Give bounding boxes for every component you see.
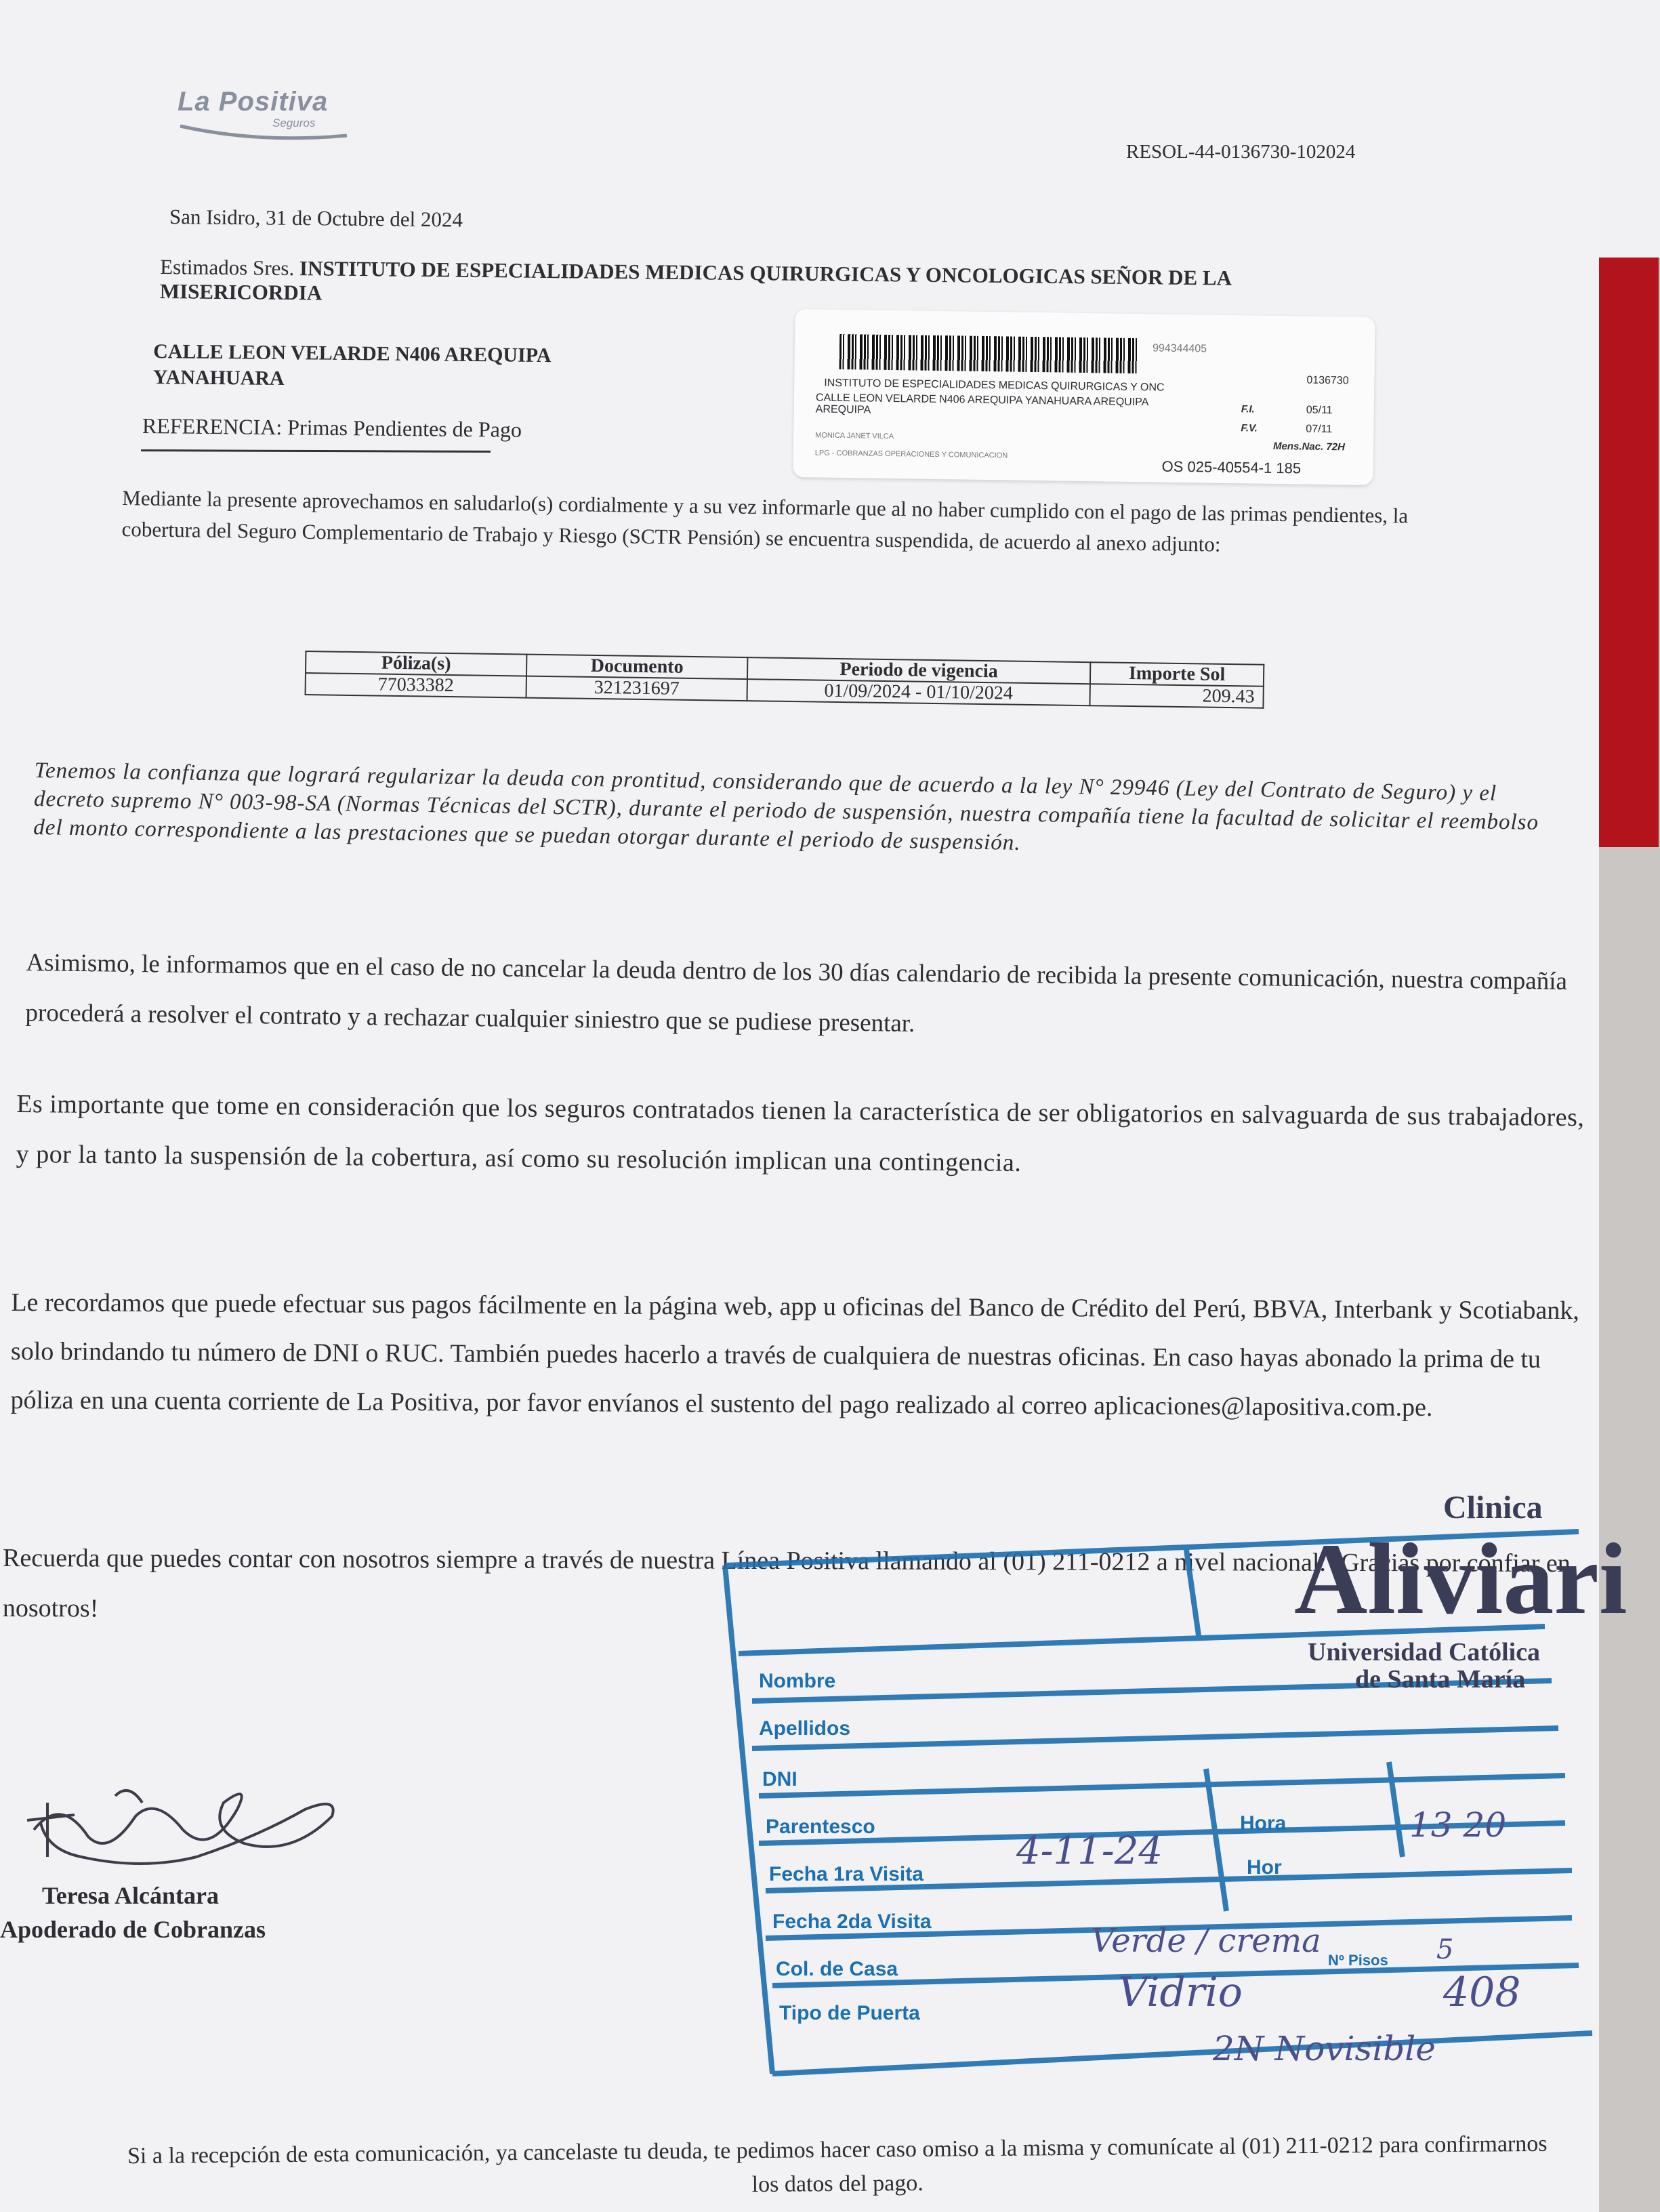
address (153, 339, 552, 394)
company-logo (178, 87, 354, 155)
stamp-field: Apellidos (759, 1717, 851, 1740)
table-cell: 01/09/2024 - 01/10/2024 (747, 679, 1090, 705)
table-header: Documento (526, 655, 747, 680)
barcode-number: 994344405 (1152, 342, 1207, 355)
stamp-hora2-label: Hor (1247, 1856, 1282, 1879)
label-fi-value: 05/11 (1306, 404, 1333, 417)
mail-label (793, 309, 1375, 485)
paragraph-6: Recuerda que puedes contar con nosotros siempre a través de nuestra Línea Positiva llamando al (01) 211-0212 a nivel nacional. ¡Gracias por confiar en nosotros! (2, 1544, 1571, 1623)
label-fi: F.I. (1241, 403, 1255, 415)
label-code: 0136730 (1306, 374, 1349, 387)
stamp-university-line1: Universidad Católica (1308, 1638, 1541, 1666)
handwritten-time: 13 20 (1409, 1805, 1507, 1845)
annex-table (305, 651, 1265, 709)
reference-underline (141, 449, 491, 453)
paragraph-4: Es importante que tome en consideración que los seguros contratados tienen la característica de ser obligatorios en salvaguarda de sus trabajadores, y por la tanto la suspensión de la cobertura, así como su resolución implican una contingencia. (16, 1090, 1585, 1177)
label-line2: CALLE LEON VELARDE N406 AREQUIPA YANAHUARA AREQUIPA AREQUIPA (815, 392, 1148, 416)
label-line1: INSTITUTO DE ESPECIALIDADES MEDICAS QUIRURGICAS Y ONC (824, 377, 1165, 394)
label-fv-value: 07/11 (1306, 423, 1333, 436)
stamp-field: Fecha 1ra Visita (769, 1863, 924, 1885)
logo-sub: Seguros (272, 117, 316, 129)
label-os: OS 025-40554-1 185 (1161, 457, 1302, 477)
stamp-clinic: Clinica (1443, 1490, 1543, 1525)
handwritten-pisos: 5 (1436, 1934, 1454, 1965)
stamp-field: Parentesco (766, 1816, 875, 1838)
handwritten-signature (20, 1755, 346, 1891)
stamp-field: DNI (762, 1768, 797, 1790)
stamp-pisos-label: Nº Pisos (1328, 1952, 1388, 1969)
signatory-name: Teresa Alcántara (42, 1882, 219, 1909)
reference: REFERENCIA: Primas Pendientes de Pago (142, 413, 522, 442)
paragraph-5: Le recordamos que puede efectuar sus pagos fácilmente en la página web, app u oficinas del Banco de Crédito del Perú, BBVA, Interbank y Scotiabank, solo brindando tu número de DNI o RUC. También puedes hacerlo a través de cualquiera de nuestras oficinas. En caso hayas abonado la prima de tu póliza en una cuenta corriente de La Positiva, por favor envíanos el sustento del pago realizado al correo aplicaciones@lapositiva.com.pe. (10, 1288, 1579, 1422)
logo-brand: La Positiva (178, 87, 329, 117)
handwritten-extra: 2N Novisible (1213, 2029, 1436, 2068)
table-header: Importe Sol (1090, 662, 1264, 687)
stamp-field: Col. de Casa (776, 1958, 898, 1980)
addressee-name: INSTITUTO DE ESPECIALIDADES MEDICAS QUIRURGICAS Y ONCOLOGICAS SEÑOR DE LA MISERICORDIA (159, 256, 1231, 305)
signatory-role: Apoderado de Cobranzas (0, 1916, 266, 1943)
stamp-field: Nombre (759, 1670, 836, 1692)
resolution-code: RESOL-44-0136730-102024 (1126, 141, 1356, 163)
table-header: Póliza(s) (306, 651, 526, 676)
barcode-icon (839, 334, 1138, 373)
address-line1: CALLE LEON VELARDE N406 AREQUIPA (153, 340, 552, 367)
greeting: Estimados Sres. (160, 255, 295, 281)
stamp-university-line2: de Santa María (1355, 1665, 1526, 1694)
table-header: Periodo de vigencia (747, 657, 1090, 684)
stamp-field: Tipo de Puerta (779, 2002, 920, 2024)
stamp-brand: Aliviari (1294, 1523, 1627, 1635)
label-fv: F.V. (1241, 422, 1258, 434)
letter-date: San Isidro, 31 de Octubre del 2024 (169, 205, 463, 232)
stamp-field: Fecha 2da Visita (772, 1910, 932, 1933)
table-cell: 77033382 (306, 673, 526, 698)
clinic-visit-stamp (711, 1477, 1627, 2087)
label-seller: MONICA JANET VILCA (815, 431, 894, 441)
logo-swoosh-icon (178, 122, 354, 149)
label-dept: LPG - COBRANZAS OPERACIONES Y COMUNICACION (814, 449, 1008, 460)
paragraph-2: Tenemos la confianza que logrará regularizar la deuda con prontitud, considerando que de acuerdo a la ley N° 29946 (Ley del Contrato de Seguro) y el decreto supremo N° 003-98-SA (Normas Técnicas del SCTR), durante el periodo de suspensión, nuestra compañía tiene la facultad de solicitar el reembolso del monto correspondiente a las prestaciones que se puedan otorgar durante el periodo de suspensión. (33, 758, 1539, 855)
address-line2: YANAHUARA (152, 365, 285, 390)
handwritten-number: 408 (1443, 1969, 1521, 2016)
table-cell: 321231697 (526, 676, 747, 701)
handwritten-color: Verde / crema (1091, 1922, 1321, 1960)
paragraph-1: Mediante la presente aprovechamos en saludarlo(s) cordialmente y a su vez informarle que al no haber cumplido con el pago de las primas pendientes, la cobertura del Seguro Complementario de Trabajo y Riesgo (SCTR Pensión) se encuentra suspendida, de acuerdo al anexo adjunto: (121, 486, 1409, 556)
addressee (160, 255, 1380, 316)
handwritten-door: Vidrio (1118, 1969, 1243, 2016)
footer-note: Si a la recepción de esta comunicación, ya cancelaste tu deuda, te pedimos hacer caso omiso a la misma y comunícate al (01) 211-0212 para confirmarnos los datos del pago. (127, 2131, 1548, 2198)
label-mens: Mens.Nac. 72H (1272, 440, 1346, 453)
handwritten-date: 4-11-24 (1016, 1829, 1163, 1873)
table-cell: 209.43 (1090, 684, 1263, 708)
stamp-hora-label: Hora (1240, 1812, 1287, 1835)
paragraph-3: Asimismo, le informamos que en el caso de no cancelar la deuda dentro de los 30 días calendario de recibida la presente comunicación, nuestra compañía procederá a resolver el contrato y a rechazar cualquier siniestro que se pudiese presentar. (25, 949, 1568, 1038)
